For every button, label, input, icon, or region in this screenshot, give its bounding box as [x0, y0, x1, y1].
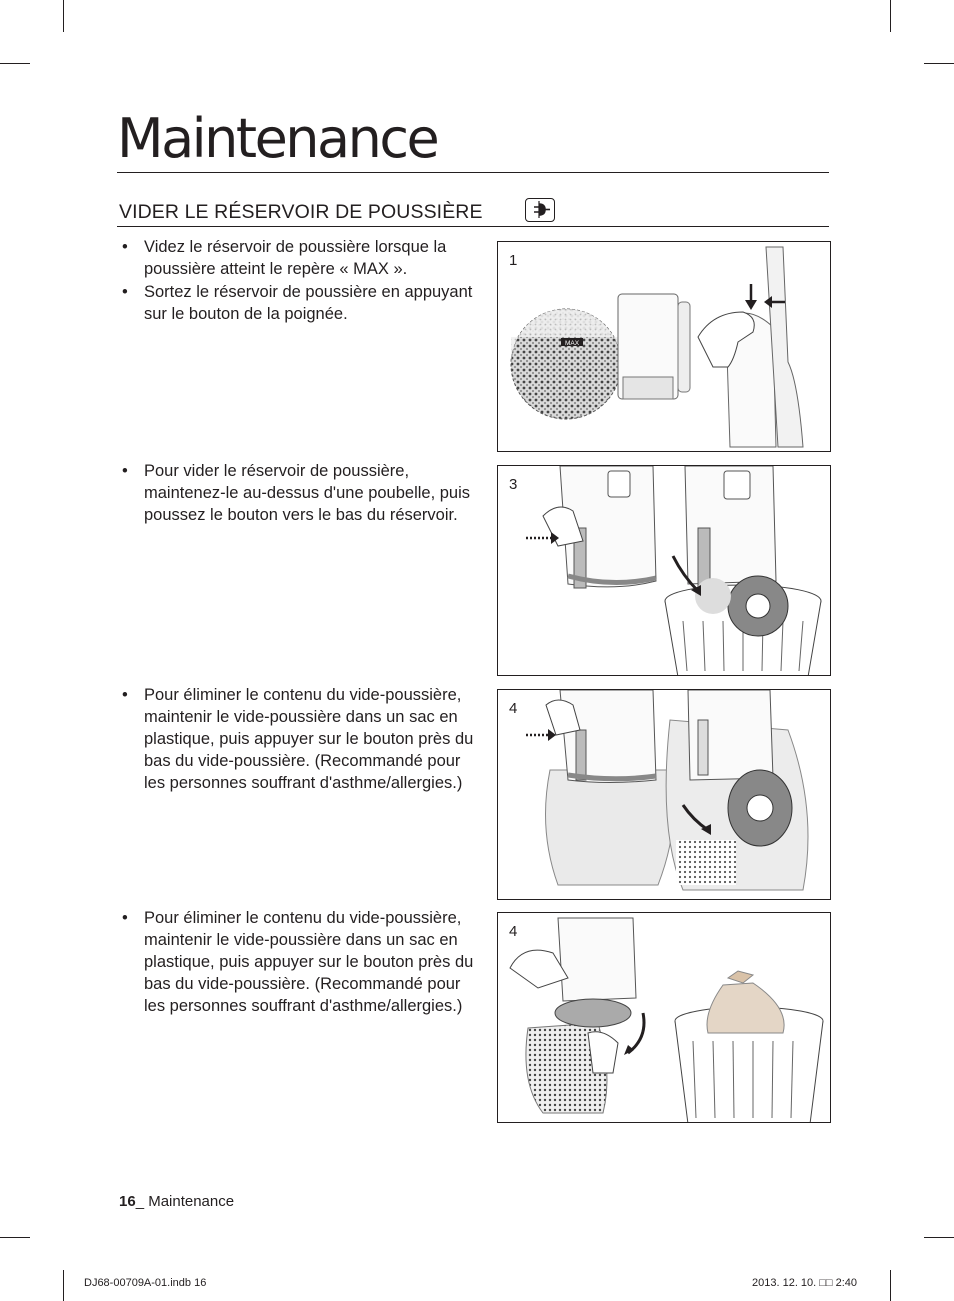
page-title: Maintenance [117, 107, 438, 170]
figure-step-number: 4 [509, 700, 518, 717]
figure-step-1 [497, 241, 831, 452]
step-4-instructions [120, 684, 485, 795]
page-footer [119, 1193, 234, 1210]
illustration-empty-into-bag [498, 690, 831, 900]
crop-mark [0, 63, 30, 64]
list-item: • Pour éliminer le contenu du vide-poussière, maintenir le vide-poussière dans un sac en plastique, puis appuyer sur le bouton près du bas du vide-poussière. (Recommandé pour les personnes souffrant d'asthme/allergies.) [120, 907, 485, 1017]
illustration-empty-over-bin [498, 466, 831, 676]
page-footer-label: _ Maintenance [135, 1193, 235, 1210]
figure-step-4b [497, 912, 831, 1123]
unplug-icon [525, 198, 555, 222]
section-title: VIDER LE RÉSERVOIR DE POUSSIÈRE [119, 201, 483, 223]
illustration-remove-dust-bin [498, 242, 831, 452]
figure-step-3 [497, 465, 831, 676]
crop-mark [924, 63, 954, 64]
crop-mark [0, 1237, 30, 1238]
crop-mark [63, 1270, 64, 1301]
illustration-bag-into-trash [498, 913, 831, 1123]
figure-step-number: 1 [509, 252, 518, 269]
list-item: • Pour éliminer le contenu du vide-poussière, maintenir le vide-poussière dans un sac en plastique, puis appuyer sur le bouton près du bas du vide-poussière. (Recommandé pour les personnes souffrant d'asthme/allergies.) [120, 684, 485, 794]
title-divider [117, 172, 829, 173]
list-item: • Sortez le réservoir de poussière en appuyant sur le bouton de la poignée. [120, 281, 485, 325]
print-file-name: DJ68-00709A-01.indb 16 [84, 1277, 207, 1289]
section-divider [117, 226, 829, 227]
crop-mark [63, 0, 64, 32]
max-marking: MAX [564, 340, 580, 347]
figure-step-4 [497, 689, 831, 900]
page-number: 16 [119, 1193, 136, 1210]
figure-step-number: 4 [509, 923, 518, 940]
crop-mark [890, 0, 891, 32]
step-3-instructions [120, 460, 485, 527]
figure-step-number: 3 [509, 476, 518, 493]
list-item: • Videz le réservoir de poussière lorsque la poussière atteint le repère « MAX ». [120, 236, 485, 280]
print-date: 2013. 12. 10. □□ 2:40 [752, 1277, 858, 1289]
step-1-instructions [120, 236, 485, 326]
crop-mark [890, 1270, 891, 1301]
step-4b-instructions [120, 907, 485, 1018]
list-item: • Pour vider le réservoir de poussière, maintenez-le au-dessus d'une poubelle, puis poussez le bouton vers le bas du réservoir. [120, 460, 485, 526]
crop-mark [924, 1237, 954, 1238]
